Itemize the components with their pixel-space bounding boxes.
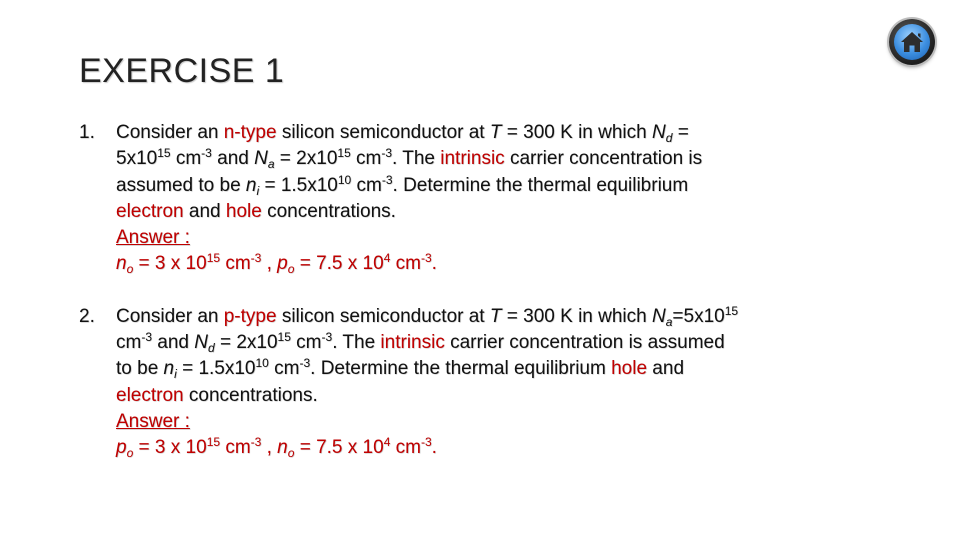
unit-exponent: -3 (299, 356, 311, 371)
answer-exponent: 15 (206, 251, 221, 266)
unit-exponent: -3 (381, 146, 393, 161)
acceptor-value: =5x10 (672, 305, 725, 327)
answer-unit: cm (220, 253, 251, 275)
answer-value: = 3 x 10 (133, 437, 207, 459)
unit: cm (268, 358, 300, 380)
temperature-symbol: T (489, 122, 502, 143)
temperature-symbol: T (489, 305, 502, 327)
unit: cm (351, 174, 382, 196)
donor-value: = 2x10 (214, 332, 278, 354)
unit: cm (170, 148, 202, 170)
exercise-question (116, 120, 859, 225)
answer-symbol: p (277, 253, 288, 275)
answer-subscript: o (126, 262, 134, 277)
unit-exponent: -3 (381, 172, 393, 187)
intrinsic-term: intrinsic (440, 148, 505, 170)
answer-value: = 7.5 x 10 (294, 253, 384, 275)
question-text: and (152, 332, 195, 354)
answer-unit: cm (390, 253, 421, 275)
exercise-item (79, 304, 859, 462)
question-text: and (211, 148, 255, 170)
donor-value: 5x10 (116, 148, 158, 170)
donor-equals: = (672, 122, 689, 143)
answer-unit-exponent: -3 (250, 435, 262, 450)
donor-exponent: 15 (277, 330, 291, 345)
question-text: Consider an (116, 305, 224, 327)
unit-exponent: -3 (141, 330, 152, 345)
question-text: carrier concentration is assumed (444, 332, 725, 354)
acceptor-symbol: N (652, 305, 666, 327)
answer-symbol: p (116, 437, 127, 459)
question-text: silicon semiconductor at (276, 122, 490, 143)
answer-unit-exponent: -3 (421, 251, 432, 266)
answer-exponent: 4 (383, 435, 391, 450)
question-text: . Determine the thermal equilibrium (310, 358, 612, 380)
item-number: 1. (79, 122, 95, 143)
answer-unit-exponent: -3 (250, 251, 262, 266)
slide-title: EXERCISE 1 (79, 52, 285, 90)
carrier-term: hole (225, 200, 262, 222)
answer-value: = 7.5 x 10 (294, 437, 384, 459)
answer-end: . (431, 253, 437, 275)
doping-type: p-type (223, 305, 277, 327)
donor-subscript: d (665, 131, 673, 145)
answer-symbol: n (277, 437, 288, 459)
question-text: in which (572, 122, 652, 143)
question-text: assumed to be (116, 174, 246, 196)
unit: cm (350, 148, 382, 170)
question-text: . The (332, 332, 381, 354)
answer-subscript: o (287, 262, 295, 277)
ni-exponent: 10 (255, 356, 269, 371)
acceptor-symbol: N (254, 148, 268, 170)
question-text: and (183, 200, 226, 222)
intrinsic-term: intrinsic (380, 332, 445, 354)
answer-unit-exponent: -3 (421, 435, 432, 450)
home-icon (897, 27, 927, 57)
unit-exponent: -3 (321, 330, 333, 345)
donor-symbol: N (652, 122, 666, 143)
answer-exponent: 15 (206, 435, 221, 450)
answer-unit: cm (390, 437, 421, 459)
donor-subscript: d (208, 341, 215, 356)
answer-label: Answer : (116, 227, 190, 249)
exercise-item (79, 120, 859, 278)
unit-exponent: -3 (201, 146, 212, 161)
ni-exponent: 10 (337, 172, 352, 187)
temperature-value: = 300 K (501, 122, 573, 143)
question-text: silicon semiconductor at (276, 305, 490, 327)
donor-symbol: N (194, 332, 208, 354)
question-text: concentrations. (261, 200, 396, 222)
home-button[interactable] (889, 19, 935, 65)
acceptor-value: = 2x10 (274, 148, 338, 170)
carrier-term: electron (116, 200, 184, 222)
question-text: . The (392, 148, 441, 170)
acceptor-subscript: a (665, 314, 673, 329)
temperature-value: = 300 K (501, 305, 573, 327)
acceptor-subscript: a (267, 157, 275, 172)
ni-value: = 1.5x10 (259, 174, 338, 196)
answer-symbol: n (116, 253, 127, 275)
question-text: and (647, 358, 685, 380)
ni-subscript: i (256, 183, 260, 198)
answer-separator: , (261, 437, 278, 459)
ni-symbol: n (163, 358, 175, 380)
question-text: Consider an (116, 122, 224, 143)
donor-exponent: 15 (157, 146, 171, 161)
answer-label: Answer : (116, 410, 190, 432)
answer-end: . (431, 437, 437, 459)
unit: cm (116, 332, 142, 354)
answer-separator: , (261, 253, 278, 275)
question-text: . Determine the thermal equilibrium (392, 174, 689, 196)
question-text: carrier concentration is (504, 148, 703, 170)
ni-symbol: n (245, 174, 257, 196)
question-text: in which (572, 305, 652, 327)
doping-type: n-type (223, 122, 277, 143)
answer-line (116, 435, 859, 461)
question-text: to be (116, 358, 164, 380)
exercise-list (79, 120, 859, 488)
answer-value: = 3 x 10 (133, 253, 207, 275)
acceptor-exponent: 15 (337, 146, 351, 161)
carrier-term: hole (611, 358, 648, 380)
carrier-term: electron (116, 384, 184, 406)
answer-subscript: o (126, 446, 134, 461)
unit: cm (290, 332, 322, 354)
answer-unit: cm (220, 437, 251, 459)
answer-exponent: 4 (383, 251, 391, 266)
answer-line (116, 251, 859, 277)
ni-subscript: i (174, 367, 177, 382)
acceptor-exponent: 15 (724, 303, 739, 318)
item-number: 2. (79, 305, 95, 327)
question-text: concentrations. (183, 384, 318, 406)
answer-subscript: o (287, 446, 295, 461)
exercise-question (116, 304, 859, 409)
ni-value: = 1.5x10 (176, 358, 256, 380)
